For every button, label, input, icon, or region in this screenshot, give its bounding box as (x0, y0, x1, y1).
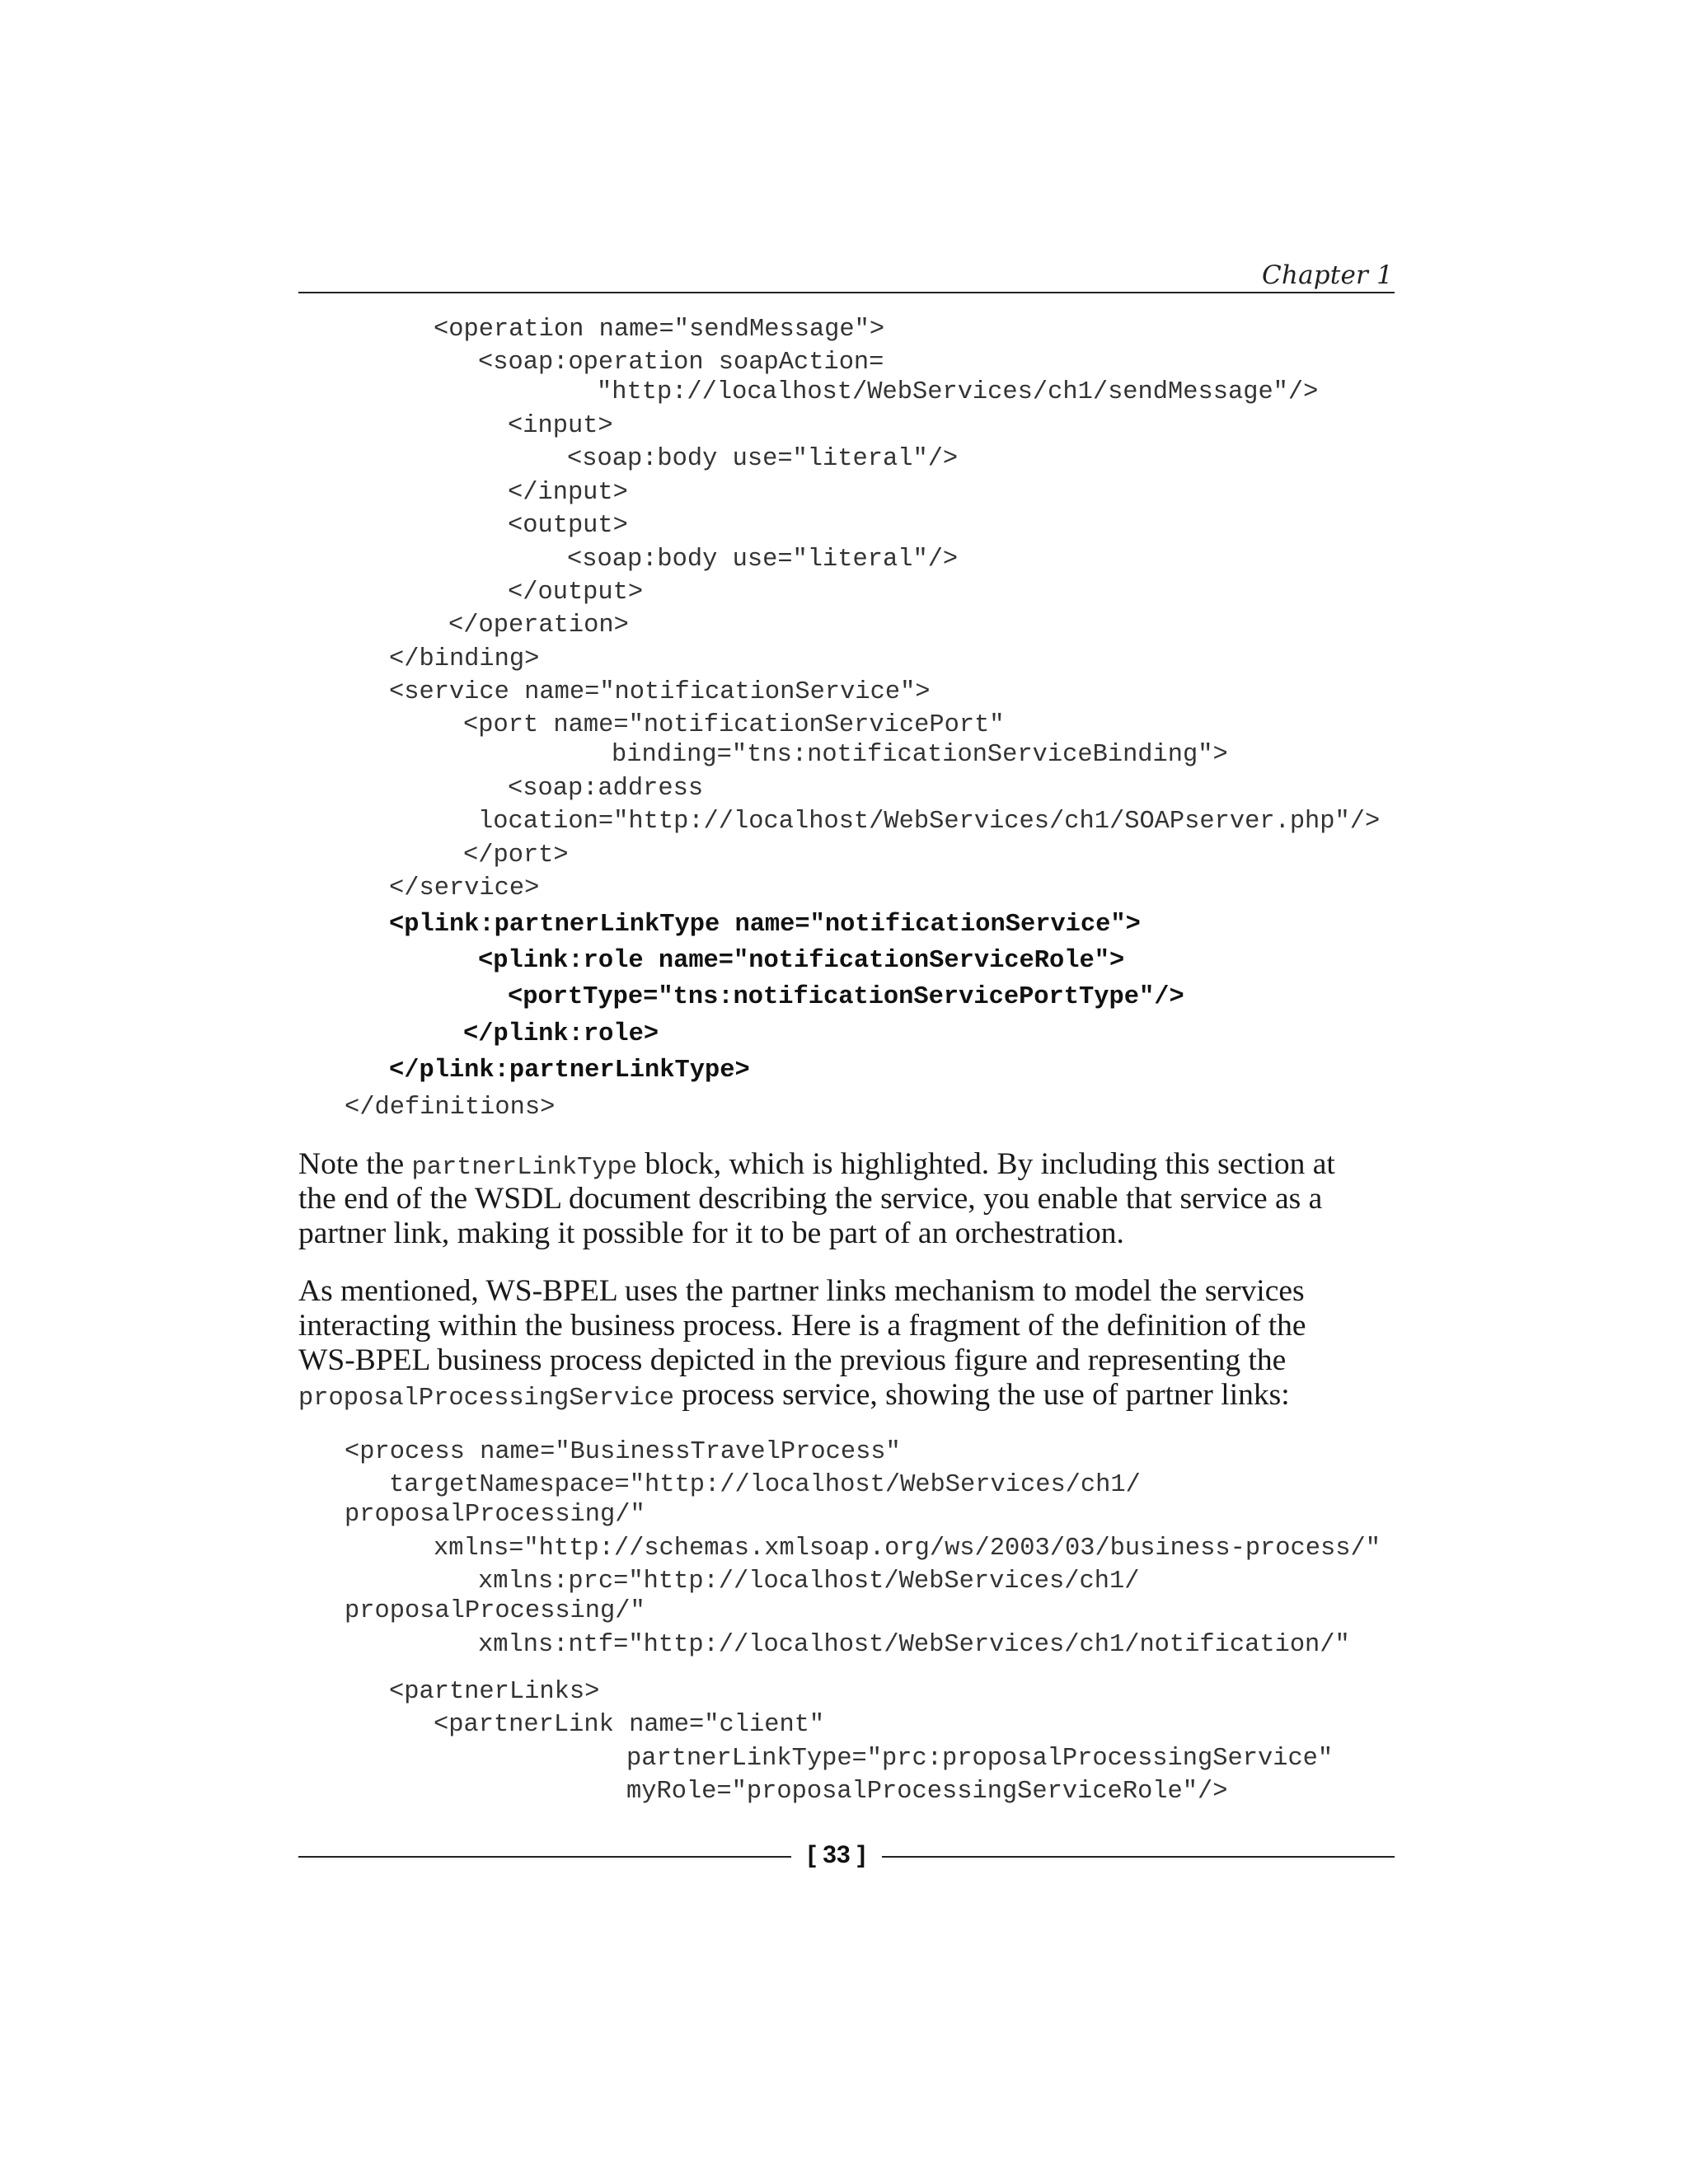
paragraph-line (298, 1378, 1403, 1413)
code-line: <soap:operation soapAction= (478, 349, 884, 377)
code-line-highlighted: </plink:partnerLinkType> (389, 1057, 750, 1085)
code-line: xmlns="http://schemas.xmlsoap.org/ws/2003/03/business-process/" (434, 1535, 1381, 1563)
code-line-highlighted: <plink:role name="notificationServiceRole"> (478, 947, 1125, 975)
text-run: Note the (298, 1147, 412, 1181)
paragraph-line: the end of the WSDL document describing the service, you enable that service as a (298, 1182, 1323, 1216)
code-line-highlighted: <portType="tns:notificationServicePortType"/> (508, 983, 1184, 1011)
paragraph-line: partner link, making it possible for it to be part of an orchestration. (298, 1216, 1124, 1250)
code-line: location="http://localhost/WebServices/ch1/SOAPserver.php"/> (478, 808, 1381, 836)
footer-rule-left (298, 1856, 791, 1858)
code-line: </operation> (448, 612, 629, 640)
code-line: <port name="notificationServicePort" (463, 711, 1005, 739)
code-line: </output> (508, 579, 644, 607)
page-number: [ 33 ] (807, 1841, 866, 1868)
code-line: <operation name="sendMessage"> (434, 316, 885, 344)
code-line: <partnerLinks> (389, 1678, 600, 1706)
code-line: <soap:body use="literal"/> (567, 546, 959, 574)
code-line: </input> (508, 479, 628, 507)
code-line: </definitions> (345, 1094, 556, 1122)
code-line: xmlns:ntf="http://localhost/WebServices/ch1/notification/" (478, 1631, 1350, 1659)
code-line: <soap:body use="literal"/> (567, 445, 959, 473)
code-line: <soap:address (508, 775, 704, 803)
code-line-highlighted: </plink:role> (463, 1020, 659, 1048)
code-line: xmlns:prc="http://localhost/WebServices/ch1/ (478, 1568, 1140, 1596)
paragraph-line: WS-BPEL business process depicted in the previous figure and representing the (298, 1343, 1287, 1377)
paragraph-line: As mentioned, WS-BPEL uses the partner links mechanism to model the services (298, 1274, 1305, 1308)
paragraph-line (298, 1147, 1403, 1182)
code-line: proposalProcessing/" (345, 1597, 645, 1625)
header-rule (298, 292, 1395, 293)
code-line: <input> (508, 412, 613, 440)
code-line: <process name="BusinessTravelProcess" (345, 1438, 901, 1466)
code-line-highlighted: <plink:partnerLinkType name="notificationService"> (389, 911, 1141, 939)
code-line: partnerLinkType="prc:proposalProcessingService" (626, 1745, 1334, 1773)
code-line: </port> (463, 841, 569, 869)
text-run: block, which is highlighted. By including this section at (637, 1147, 1335, 1181)
code-line: proposalProcessing/" (345, 1501, 645, 1529)
body-paragraph (298, 1147, 1403, 1251)
code-line: targetNamespace="http://localhost/WebServices/ch1/ (389, 1471, 1141, 1499)
code-line: myRole="proposalProcessingServiceRole"/> (626, 1778, 1228, 1806)
footer-rule-right (882, 1856, 1395, 1858)
inline-code: partnerLinkType (411, 1154, 638, 1182)
code-line: <output> (508, 512, 628, 540)
code-line: binding="tns:notificationServiceBinding"> (612, 741, 1228, 769)
code-line: </binding> (389, 645, 540, 673)
code-line: </service> (389, 874, 540, 902)
body-paragraph (298, 1274, 1403, 1413)
code-line: <service name="notificationService"> (389, 678, 931, 706)
running-head: Chapter 1 (1261, 260, 1393, 290)
code-line: <partnerLink name="client" (434, 1711, 825, 1739)
inline-code: proposalProcessingService (298, 1385, 674, 1413)
paragraph-line: interacting within the business process. Here is a fragment of the definition of the (298, 1309, 1306, 1343)
text-run: process service, showing the use of partner links: (673, 1378, 1290, 1412)
code-line: "http://localhost/WebServices/ch1/sendMessage"/> (597, 378, 1319, 406)
